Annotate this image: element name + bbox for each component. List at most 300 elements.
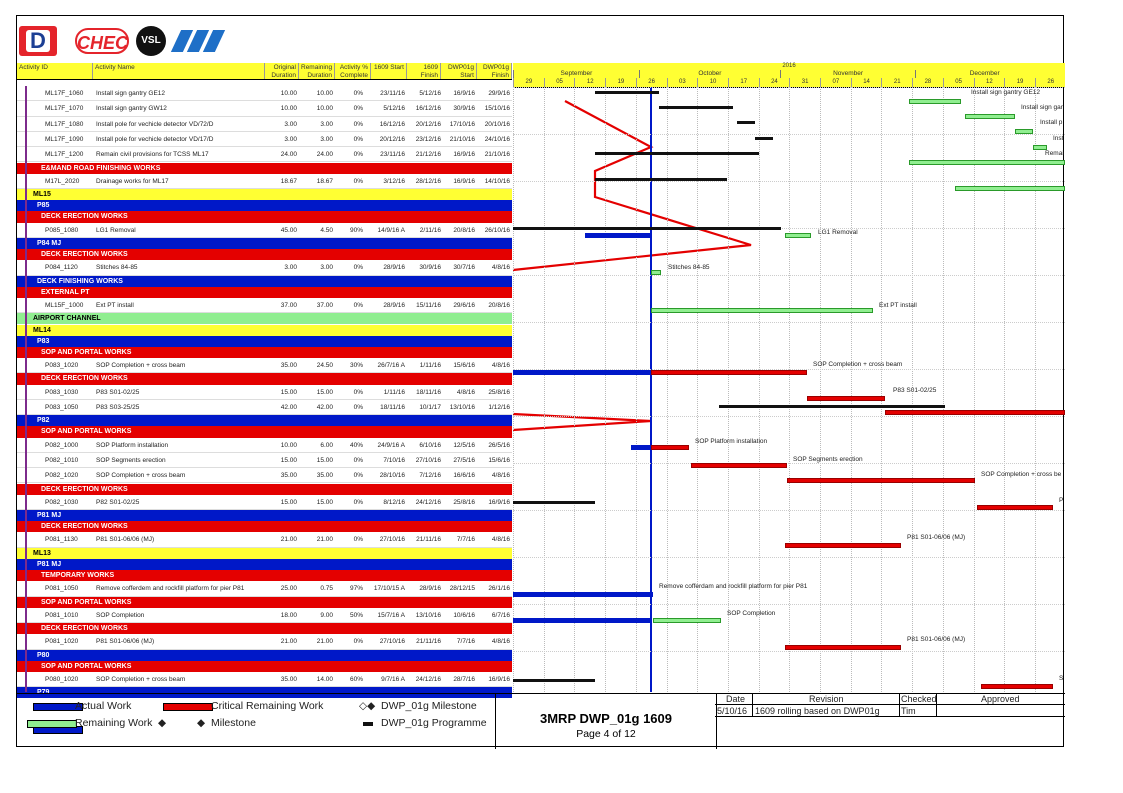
timescale-week: 21	[881, 78, 912, 87]
table-header	[17, 63, 512, 80]
activity-name: Drainage works for ML17	[96, 177, 169, 185]
wbs-group-label: P79	[37, 689, 50, 697]
pct-complete: 0%	[353, 90, 363, 97]
wbs-group-row[interactable]	[17, 373, 512, 384]
activity-row[interactable]	[17, 260, 512, 275]
schedule-page	[16, 15, 1064, 747]
activity-row[interactable]	[17, 532, 512, 547]
dwp-start: 16/9/16	[453, 90, 475, 97]
pct-complete: 0%	[353, 456, 363, 464]
rev-header-revision: Revision	[809, 694, 844, 704]
title-block	[495, 694, 717, 749]
finish-1609: 21/11/16	[416, 536, 441, 544]
start-1609: 1/11/16	[383, 388, 405, 396]
start-1609: 9/7/16 A	[381, 676, 405, 683]
remaining-work-bar[interactable]	[955, 186, 1065, 191]
wbs-group-row[interactable]	[17, 415, 512, 426]
wbs-indent-bar	[25, 86, 27, 692]
remaining-duration: 21.00	[316, 536, 333, 544]
wbs-group-row[interactable]	[17, 623, 512, 634]
wbs-group-label: DECK ERECTION WORKS	[41, 375, 128, 383]
activity-row[interactable]	[17, 453, 512, 468]
original-duration: 35.00	[280, 472, 297, 480]
pct-complete: 0%	[353, 120, 363, 128]
finish-1609: 18/11/16	[416, 388, 441, 396]
activity-id: P082_1000	[45, 441, 79, 449]
dwp-finish: 1/12/16	[488, 403, 510, 411]
activity-id: P083_1050	[45, 403, 79, 411]
activity-row[interactable]	[17, 223, 512, 238]
logo-bar	[19, 26, 259, 60]
timescale-week: 05	[544, 78, 575, 87]
actual-work-bar[interactable]	[513, 592, 653, 597]
activity-name: SOP Completion + cross beam	[96, 472, 186, 480]
original-duration: 21.00	[280, 536, 297, 544]
remaining-duration: 24.50	[316, 362, 333, 370]
activity-name: P83 S01-02/25	[96, 388, 140, 396]
legend-remaining-work: Remaining Work	[75, 717, 153, 729]
bar-label: SOP Segments erection	[793, 455, 863, 463]
activity-id: P081_1050	[45, 585, 79, 593]
start-1609: 28/9/16	[383, 302, 405, 309]
original-duration: 10.00	[280, 90, 297, 97]
chec-logo: CHEC	[75, 28, 129, 54]
finish-1609: 1/11/16	[419, 362, 441, 370]
pct-complete: 0%	[353, 302, 363, 309]
activity-id: P082_1030	[45, 498, 79, 506]
dwp-programme-bar[interactable]	[595, 91, 659, 94]
pct-complete: 0%	[353, 536, 363, 544]
start-1609: 14/9/16 A	[377, 226, 405, 234]
original-duration: 15.00	[280, 388, 297, 396]
activity-name: Stitches 84-85	[96, 264, 138, 272]
remaining-duration: 15.00	[316, 498, 333, 506]
wbs-group-row[interactable]	[17, 510, 512, 521]
start-1609: 18/11/16	[380, 403, 405, 411]
critical-remaining-bar[interactable]	[785, 645, 901, 650]
timescale-week: 19	[1004, 78, 1035, 87]
activity-row[interactable]	[17, 634, 512, 649]
wbs-group-row[interactable]	[17, 548, 512, 559]
dwp-finish: 16/9/16	[488, 498, 510, 506]
dwp-start: 30/7/16	[453, 264, 475, 272]
dwp-programme-bar[interactable]	[513, 501, 595, 504]
start-1609: 15/7/16 A	[377, 611, 405, 619]
activity-name: P81 S01-06/06 (MJ)	[96, 536, 155, 544]
remaining-duration: 21.00	[316, 638, 333, 646]
original-duration: 35.00	[280, 676, 297, 683]
activity-row[interactable]	[17, 117, 512, 132]
original-duration: 10.00	[280, 105, 297, 113]
dwp-finish: 4/8/16	[491, 362, 510, 370]
wbs-group-label: TEMPORARY WORKS	[41, 572, 115, 580]
activity-row[interactable]	[17, 86, 512, 101]
activity-row[interactable]	[17, 132, 512, 147]
col-dwp-start[interactable]: DWP01g Start	[441, 63, 477, 79]
legend-milestone-diamond-icon: ◆	[197, 717, 206, 729]
dwp-start: 15/6/16	[453, 362, 475, 370]
remaining-duration: 18.67	[316, 177, 333, 185]
actual-work-bar[interactable]	[513, 370, 651, 375]
critical-remaining-bar[interactable]	[785, 543, 901, 548]
remaining-work-bar[interactable]	[653, 618, 721, 623]
start-1609: 27/10/16	[379, 638, 405, 646]
col-original-duration[interactable]: Original Duration	[265, 63, 299, 79]
gantt-chart	[513, 87, 1065, 692]
col-1609-start[interactable]: 1609 Start	[371, 63, 407, 79]
schedule-title: 3MRP DWP_01g 1609	[540, 711, 672, 726]
wbs-group-row[interactable]	[17, 650, 512, 661]
dwp-programme-bar[interactable]	[659, 106, 733, 109]
finish-1609: 27/10/16	[415, 456, 441, 464]
activity-row[interactable]	[17, 174, 512, 189]
timescale-week: 26	[1035, 78, 1066, 87]
critical-remaining-bar[interactable]	[807, 396, 885, 401]
dwp-finish: 29/9/16	[488, 90, 510, 97]
legend-critical-swatch	[163, 703, 213, 711]
wbs-group-label: P82	[37, 417, 50, 425]
dwp-start: 13/10/16	[449, 403, 475, 411]
finish-1609: 2/11/16	[419, 226, 441, 234]
dwp-programme-bar[interactable]	[755, 137, 773, 140]
pct-complete: 0%	[353, 135, 363, 143]
activity-id: P080_1020	[45, 676, 79, 683]
bar-label: SOP Completion + cross be	[981, 470, 1062, 478]
activity-row[interactable]	[17, 608, 512, 623]
critical-remaining-bar[interactable]	[651, 370, 807, 375]
remaining-duration: 10.00	[316, 105, 333, 113]
activity-id: P082_1020	[45, 472, 79, 480]
remaining-work-bar[interactable]	[965, 114, 1015, 119]
wbs-group-label: P81 MJ	[37, 512, 62, 519]
remaining-duration: 10.00	[316, 90, 333, 97]
wbs-group-row[interactable]	[17, 484, 512, 495]
wbs-group-row[interactable]	[17, 249, 512, 260]
remaining-duration: 4.50	[320, 226, 333, 234]
remaining-work-bar[interactable]	[651, 308, 873, 313]
wbs-group-row[interactable]	[17, 336, 512, 347]
remaining-duration: 14.00	[316, 676, 333, 683]
dwp-finish: 20/10/16	[484, 120, 510, 128]
activity-row[interactable]	[17, 385, 512, 400]
wbs-group-label: ML15	[33, 191, 51, 198]
start-1609: 24/9/16 A	[377, 441, 405, 449]
activity-row[interactable]	[17, 581, 512, 596]
wbs-group-label: P85	[37, 202, 50, 210]
rev-header-date: Date	[726, 694, 746, 704]
timescale-week: 12	[974, 78, 1005, 87]
activity-row[interactable]	[17, 468, 512, 483]
col-activity-name[interactable]: Activity Name	[93, 63, 265, 79]
dwp-start: 4/8/16	[456, 388, 475, 396]
timescale-week: 07	[820, 78, 851, 87]
critical-remaining-bar[interactable]	[691, 463, 787, 468]
vsl-logo: VSL	[136, 26, 226, 56]
timescale-week: 14	[851, 78, 882, 87]
activity-name: Ext PT install	[96, 302, 134, 309]
col-dwp-finish[interactable]: DWP01g Finish	[477, 63, 512, 79]
activity-row[interactable]	[17, 672, 512, 687]
finish-1609: 20/12/16	[415, 120, 441, 128]
actual-work-bar[interactable]	[631, 445, 651, 450]
wbs-group-label: AIRPORT CHANNEL	[33, 315, 101, 323]
wbs-group-row[interactable]	[17, 287, 512, 298]
remaining-work-bar[interactable]	[785, 233, 811, 238]
pct-complete: 60%	[349, 676, 363, 683]
legend-remaining-diamond-icon: ◆	[158, 717, 167, 729]
wbs-group-label: E&MAND ROAD FINISHING WORKS	[41, 164, 161, 172]
pct-complete: 0%	[353, 403, 363, 411]
wbs-group-row[interactable]	[17, 661, 512, 672]
dwp-finish: 4/8/16	[491, 536, 510, 544]
pct-complete: 0%	[353, 388, 363, 396]
activity-row[interactable]	[17, 147, 512, 162]
wbs-group-label: P83	[37, 337, 50, 345]
remaining-work-bar[interactable]	[909, 99, 961, 104]
timescale-week: 05	[943, 78, 974, 87]
start-1609: 20/12/16	[379, 135, 405, 143]
rev-description: 1609 rolling based on DWP01g	[755, 706, 880, 716]
wbs-group-label: DECK ERECTION WORKS	[41, 523, 128, 531]
dwp-finish: 15/6/16	[488, 456, 510, 464]
wbs-group-row[interactable]	[17, 200, 512, 211]
pct-complete: 0%	[353, 105, 363, 113]
bar-label: SOP Completion + cross beam	[813, 360, 903, 368]
timescale-week: 19	[605, 78, 636, 87]
start-1609: 23/11/16	[380, 151, 405, 159]
critical-remaining-bar[interactable]	[651, 445, 689, 450]
pct-complete: 0%	[353, 472, 363, 480]
activity-name: Remain civil provisions for TCSS ML17	[96, 151, 209, 159]
dwp-finish: 26/5/16	[488, 441, 510, 449]
bar-label: Stitches 84-85	[668, 263, 710, 271]
activity-name: P83 S03-25/25	[96, 403, 140, 411]
legend-actual-work: Actual Work	[75, 700, 132, 712]
activity-id: P081_1130	[45, 536, 78, 544]
activity-name: Install sign gantry GE12	[96, 90, 166, 97]
legend-panel	[17, 693, 1065, 749]
original-duration: 3.00	[284, 120, 297, 128]
remaining-duration: 3.00	[320, 120, 333, 128]
wbs-group-label: DECK ERECTION WORKS	[41, 625, 128, 633]
wbs-group-label: SOP AND PORTAL WORKS	[41, 348, 132, 356]
wbs-group-row[interactable]	[17, 238, 512, 249]
activity-id: P084_1120	[45, 264, 78, 272]
activity-id: ML17F_1080	[45, 120, 84, 128]
page-number: Page 4 of 12	[576, 728, 636, 740]
start-1609: 8/12/16	[383, 498, 405, 506]
dwp-finish: 6/7/16	[491, 611, 510, 619]
dwp-start: 12/5/16	[453, 441, 475, 449]
timescale-year: 2016	[782, 63, 796, 69]
activity-row[interactable]	[17, 495, 512, 510]
dwp-start: 28/12/15	[449, 585, 475, 593]
activity-id: ML17F_1070	[45, 105, 84, 113]
start-1609: 23/11/16	[380, 90, 405, 97]
start-1609: 17/10/15 A	[373, 585, 405, 593]
activity-id: P085_1080	[45, 226, 79, 234]
original-duration: 35.00	[280, 362, 297, 370]
pct-complete: 97%	[349, 585, 363, 593]
pct-complete: 90%	[349, 226, 363, 234]
dwp-programme-bar[interactable]	[595, 152, 759, 155]
dwp-start: 21/10/16	[449, 135, 475, 143]
wbs-group-label: P84 MJ	[37, 239, 62, 247]
dragages-logo: D	[19, 26, 57, 56]
activity-row[interactable]	[17, 298, 512, 313]
activity-name: SOP Platform installation	[96, 441, 169, 449]
wbs-group-row[interactable]	[17, 325, 512, 336]
wbs-group-row[interactable]	[17, 313, 512, 324]
wbs-group-row[interactable]	[17, 426, 512, 437]
original-duration: 21.00	[280, 638, 297, 646]
activity-name: Install pole for vechicle detector VD/72/D	[96, 120, 214, 128]
critical-remaining-bar[interactable]	[885, 410, 1065, 415]
wbs-group-row[interactable]	[17, 276, 512, 287]
activity-row[interactable]	[17, 358, 512, 373]
col-pct-complete[interactable]: Activity % Complete	[335, 63, 371, 79]
wbs-group-row[interactable]	[17, 211, 512, 222]
rev-header-checked: Checked	[901, 694, 937, 704]
dwp-finish: 4/8/16	[491, 638, 510, 646]
activity-id: P081_1020	[45, 638, 79, 646]
dwp-start: 20/8/16	[453, 226, 475, 234]
pct-complete: 30%	[349, 362, 363, 370]
activity-name: SOP Completion + cross beam	[96, 362, 186, 370]
bar-label: SOP Platform installation	[695, 438, 768, 446]
original-duration: 3.00	[284, 264, 297, 272]
start-1609: 28/10/16	[379, 472, 405, 480]
pct-complete: 0%	[353, 498, 363, 506]
finish-1609: 6/10/16	[419, 441, 441, 449]
activity-row[interactable]	[17, 400, 512, 415]
dwp-programme-bar[interactable]	[595, 178, 727, 181]
wbs-group-label: SOP AND PORTAL WORKS	[41, 662, 132, 670]
timescale-month: November	[780, 70, 915, 78]
legend-programme-swatch	[363, 722, 373, 726]
activity-table	[17, 86, 512, 697]
finish-1609: 21/12/16	[415, 151, 441, 159]
bar-label: Inst	[1053, 134, 1064, 142]
wbs-group-label: SOP AND PORTAL WORKS	[41, 598, 132, 606]
remaining-duration: 0.75	[320, 585, 333, 593]
bar-label: P81 S01-06/06 (MJ)	[907, 635, 966, 643]
bar-label: SOP Completion	[727, 610, 776, 618]
remaining-work-bar[interactable]	[909, 160, 1065, 165]
finish-1609: 30/9/16	[419, 264, 441, 272]
activity-name: P81 S01-06/06 (MJ)	[96, 638, 155, 646]
legend-critical-remaining: Critical Remaining Work	[211, 700, 324, 712]
bar-label: Ext PT install	[879, 301, 917, 309]
original-duration: 18.67	[280, 177, 297, 185]
original-duration: 42.00	[280, 403, 297, 411]
finish-1609: 7/12/16	[419, 472, 441, 480]
start-1609: 7/10/16	[383, 456, 405, 464]
original-duration: 10.00	[280, 441, 297, 449]
wbs-group-row[interactable]	[17, 559, 512, 570]
timescale-week: 31	[789, 78, 820, 87]
start-1609: 3/12/16	[383, 177, 405, 185]
remaining-work-bar[interactable]	[651, 270, 661, 275]
finish-1609: 5/12/16	[419, 90, 441, 97]
dwp-programme-bar[interactable]	[513, 679, 595, 682]
wbs-group-row[interactable]	[17, 570, 512, 581]
finish-1609: 21/11/16	[416, 638, 441, 646]
remaining-duration: 42.00	[316, 403, 333, 411]
remaining-work-bar[interactable]	[1033, 145, 1047, 150]
dwp-finish: 16/9/16	[488, 676, 510, 683]
bar-label: P83 S01-02/25	[893, 387, 937, 395]
timescale-month: December	[915, 70, 1053, 78]
critical-remaining-bar[interactable]	[977, 505, 1053, 510]
wbs-group-row[interactable]	[17, 163, 512, 174]
activity-name: SOP Completion + cross beam	[96, 676, 186, 683]
remaining-duration: 3.00	[320, 135, 333, 143]
finish-1609: 16/12/16	[415, 105, 441, 113]
timescale-week: 26	[636, 78, 667, 87]
activity-id: P081_1010	[45, 611, 79, 619]
col-remaining-duration[interactable]: Remaining Duration	[299, 63, 335, 79]
critical-remaining-bar[interactable]	[981, 684, 1053, 689]
remaining-duration: 3.00	[320, 264, 333, 272]
dwp-finish: 26/1/16	[488, 585, 510, 593]
critical-logic-line	[513, 101, 751, 270]
wbs-group-row[interactable]	[17, 347, 512, 358]
activity-id: M17L_2020	[45, 177, 80, 185]
original-duration: 18.00	[280, 611, 297, 619]
activity-id: P083_1030	[45, 388, 79, 396]
activity-id: P083_1020	[45, 362, 79, 370]
dwp-start: 7/7/16	[456, 638, 475, 646]
activity-row[interactable]	[17, 438, 512, 453]
remaining-duration: 24.00	[316, 151, 333, 159]
start-1609: 5/12/16	[383, 105, 405, 113]
critical-remaining-bar[interactable]	[787, 478, 975, 483]
actual-work-bar[interactable]	[513, 618, 651, 623]
timescale-week: 17	[728, 78, 759, 87]
wbs-group-row[interactable]	[17, 521, 512, 532]
finish-1609: 13/10/16	[415, 611, 441, 619]
remaining-work-bar[interactable]	[1015, 129, 1033, 134]
remaining-duration: 6.00	[320, 441, 333, 449]
timescale-week: 29	[513, 78, 544, 87]
col-1609-finish[interactable]: 1609 Finish	[407, 63, 441, 79]
bar-label: Install sign gantry GE12	[971, 88, 1041, 96]
finish-1609: 24/12/16	[415, 498, 441, 506]
timescale-month: October	[639, 70, 780, 78]
dwp-programme-bar[interactable]	[719, 405, 945, 408]
wbs-group-row[interactable]	[17, 189, 512, 200]
bar-label: Remai	[1045, 149, 1064, 157]
wbs-group-label: DECK ERECTION WORKS	[41, 485, 128, 493]
activity-name: SOP Completion	[96, 611, 145, 619]
dwp-finish: 20/8/16	[488, 302, 510, 309]
actual-work-bar[interactable]	[585, 233, 651, 238]
activity-row[interactable]	[17, 101, 512, 116]
dwp-start: 16/6/16	[453, 472, 475, 480]
col-activity-id[interactable]: Activity ID	[17, 63, 93, 79]
bar-label: P	[1059, 497, 1064, 505]
legend-dwp-programme: DWP_01g Programme	[381, 717, 487, 729]
finish-1609: 15/11/16	[416, 302, 441, 309]
dwp-programme-bar[interactable]	[737, 121, 755, 124]
wbs-group-label: EXTERNAL PT	[41, 288, 90, 296]
dwp-programme-bar[interactable]	[513, 227, 781, 230]
original-duration: 25.00	[280, 585, 297, 593]
finish-1609: 23/12/16	[415, 135, 441, 143]
activity-name: Install sign gantry GW12	[96, 105, 167, 113]
wbs-group-row[interactable]	[17, 597, 512, 608]
